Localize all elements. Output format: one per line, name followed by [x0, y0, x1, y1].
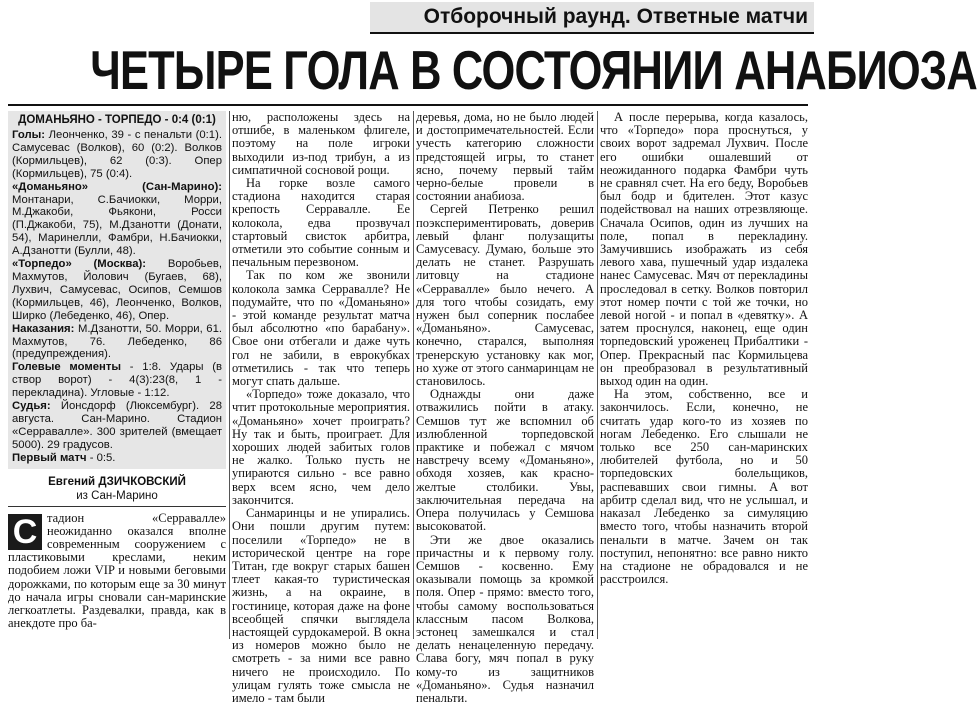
column-divider: [229, 111, 230, 639]
stats-away-lineup: «Торпедо» (Москва): Воробьев, Махмутов, Йолович (Бугаев, 68), Лухвич, Самусевас, Осипов, Семшов (Кормильцев, 46), Леонченко, Волков, Ширко (Лебеденко, 46), Опер.: [12, 258, 222, 323]
stats-cards: Наказания: М.Дзанотти, 50. Морри, 61. Махмутов, 76. Лебеденко, 86 (предупреждения).: [12, 323, 222, 362]
paragraph: На горке возле самого стадиона находится старая крепость Серравалле. Ее колокола, едва прозвучал стартовый свисток арбитра, отметили это событие сонным и печальным перезвоном.: [232, 177, 410, 269]
headline-divider: [8, 104, 808, 106]
byline-author: Евгений ДЗИЧКОВСКИЙ: [8, 475, 226, 489]
paragraph: На этом, собственно, все и закончилось. Если, конечно, не считать удар кого-то из хозяев по ногам Лебеденко. Его слышали не только все 250 сан-маринских любителей футбола, но и 50 торпедовских болельщиков, распевавших свои гимны. А вот арбитр сделал вид, что не услышал, и наказал Лебеденко за симуляцию вместо того, чтобы назначить второй пенальти в матче. Зачем он так поступил, непонятно: все равно никто на стадионе не обрадовался и не расстроился.: [600, 388, 808, 586]
paragraph: деревья, дома, но не было людей и достопримечательностей. Если учесть категорию сложности предстоящей игры, то станет ясно, почему первый тайм черно-белые провели в состоянии анабиоза.: [416, 111, 594, 203]
stats-referee: Судья: Йонсдорф (Люксембург). 28 августа. Сан-Марино. Стадион «Серравалле». 300 зрителей (вмещает 5000). 29 градусов.: [12, 400, 222, 452]
headline: ЧЕТЫРЕ ГОЛА В СОСТОЯНИИ АНАБИОЗА: [90, 42, 724, 98]
stats-first-leg: Первый матч - 0:5.: [12, 452, 222, 465]
column-divider: [597, 111, 598, 639]
column-3: [416, 111, 594, 639]
section-rubric: Отборочный раунд. Ответные матчи: [370, 2, 814, 34]
column-divider: [413, 111, 414, 639]
paragraph: Однажды они даже отважились пойти в атаку. Семшов тут же вспомнил об излюбленной торпедовской практике и побежал с мячом навстречу всему «Доманьяно», обходя хозяев, как красно-желтые столбики. Увы, заключительная передача на Опера получилась у Семшова высоковатой.: [416, 388, 594, 533]
stats-goals: Голы: Леонченко, 39 - с пенальти (0:1). Самусевас (Волков), 60 (0:2). Волков (Кормильцев), 62 (0:3). Опер (Кормильцев), 75 (0:4).: [12, 129, 222, 181]
paragraph: ню, расположены здесь на отшибе, в маленьком флигеле, поэтому на поле игроки выходили из-под трибун, а из симпатичной сосновой рощи.: [232, 111, 410, 177]
column-1: [8, 111, 226, 639]
match-score-title: ДОМАНЬЯНО - ТОРПЕДО - 0:4 (0:1): [12, 114, 222, 127]
paragraph: Сергей Петренко решил поэкспериментировать, доверив левый фланг полузащиты Самусевасу. Думаю, больше это делать не станет. Разрушать литовцу на стадионе «Серравалле» было нечего. А для того чтобы созидать, ему нужен был соперник послабее «Доманьяно». Самусевас, конечно, старался, выполняя тренерскую установку как мог, но хуже от этого санмаринцам не становилось.: [416, 203, 594, 388]
drop-cap: С: [8, 514, 42, 550]
paragraph: Эти же двое оказались причастны и к первому голу. Семшов - косвенно. Ему оказывали помощь за кромкой поля. Опер - прямо: вместо того, чтобы самому воспользоваться классным пасом Волкова, эстонец замешкался и стал делать ненацеленную передачу. Слава богу, мяч попал в руку кому-то из защитников «Доманьяно». Судья назначил пенальти.: [416, 534, 594, 705]
paragraph: «Торпедо» тоже доказало, что чтит протокольные мероприятия. «Доманьяно» хочет проиграть? Ну так и быть, проиграет. Для хороших людей забитых голов не жалко. Только пусть не упираются сильно - все равно верх всем ясно, чем дело закончится.: [232, 388, 410, 507]
paragraph: А после перерыва, когда казалось, что «Торпедо» пора проснуться, у своих ворот задремал Лухвич. После его ошибки ошалевший от неожиданного подарка Фамбри чуть не сравнял счет. На его беду, Воробьев был бодр и бдителен. Этот казус подействовал на наших отрезвляюще. Сначала Осипов, один из лучших на поле, попал в перекладину. Замучившись изображать из себя левого хава, пушечный удар издалека нанес Самусевас. Мяч от перекладины проследовал в сетку. Волков повторил этот номер почти с той же точки, но левой ногой - и попал в «девятку». А затем проснулся, наконец, еще один торпедовский уроженец Прибалтики - Опер. Прекрасный пас Кормильцева он преобразовал в результативный выход один на один.: [600, 111, 808, 388]
column-4: [600, 111, 808, 639]
stats-home-lineup: «Доманьяно» (Сан-Марино): Монтанари, С.Бачиокки, Морри, М.Джакоби, Фьякони, Росси (П.Джакоби, 75), М.Дзанотти (Донати, 54), Маринелли, Фамбри, Н.Бачиокки, А.Дзанотти (Булли, 48).: [12, 181, 222, 258]
match-stats-box: [8, 111, 226, 469]
column-2: [232, 111, 410, 639]
paragraph: Санмаринцы и не упирались. Они пошли другим путем: поселили «Торпедо» не в исторической центре на горе Титан, где вокруг старых башен тлеет какая-то туристическая жизнь, а на окраине, в гостинице, которая даже на фоне всеобщей спячки выглядела настоящей сурдокамерой. В окна из номеров можно было не смотреть - за ними все равно ничего не происходило. По улицам гулять тоже смысла не имело - там были: [232, 507, 410, 705]
stats-chances: Голевые моменты - 1:8. Удары (в створ ворот) - 4(3):23(8, 1 - перекладина). Угловые - 1:12.: [12, 361, 222, 400]
byline-place: из Сан-Марино: [8, 489, 226, 507]
article-lead: [8, 512, 226, 631]
lead-text: тадион «Серравалле» неожиданно оказался вполне современным сооружением с пластиковыми креслами, неким подобием ложи VIP и новыми беговыми дорожками, по которым еще за 30 минут до начала игры сновали сан-маринские легкоатлеты. Раздевалки, правда, как в анекдоте про ба-: [8, 511, 226, 631]
paragraph: Так по ком же звонили колокола замка Серравалле? Не подумайте, что по «Доманьяно» - этой команде результат матча был абсолютно «по барабану». Свое они отбегали и даже чуть гол не забили, в еврокубках отметились - так что теперь могут спать дальше.: [232, 269, 410, 388]
